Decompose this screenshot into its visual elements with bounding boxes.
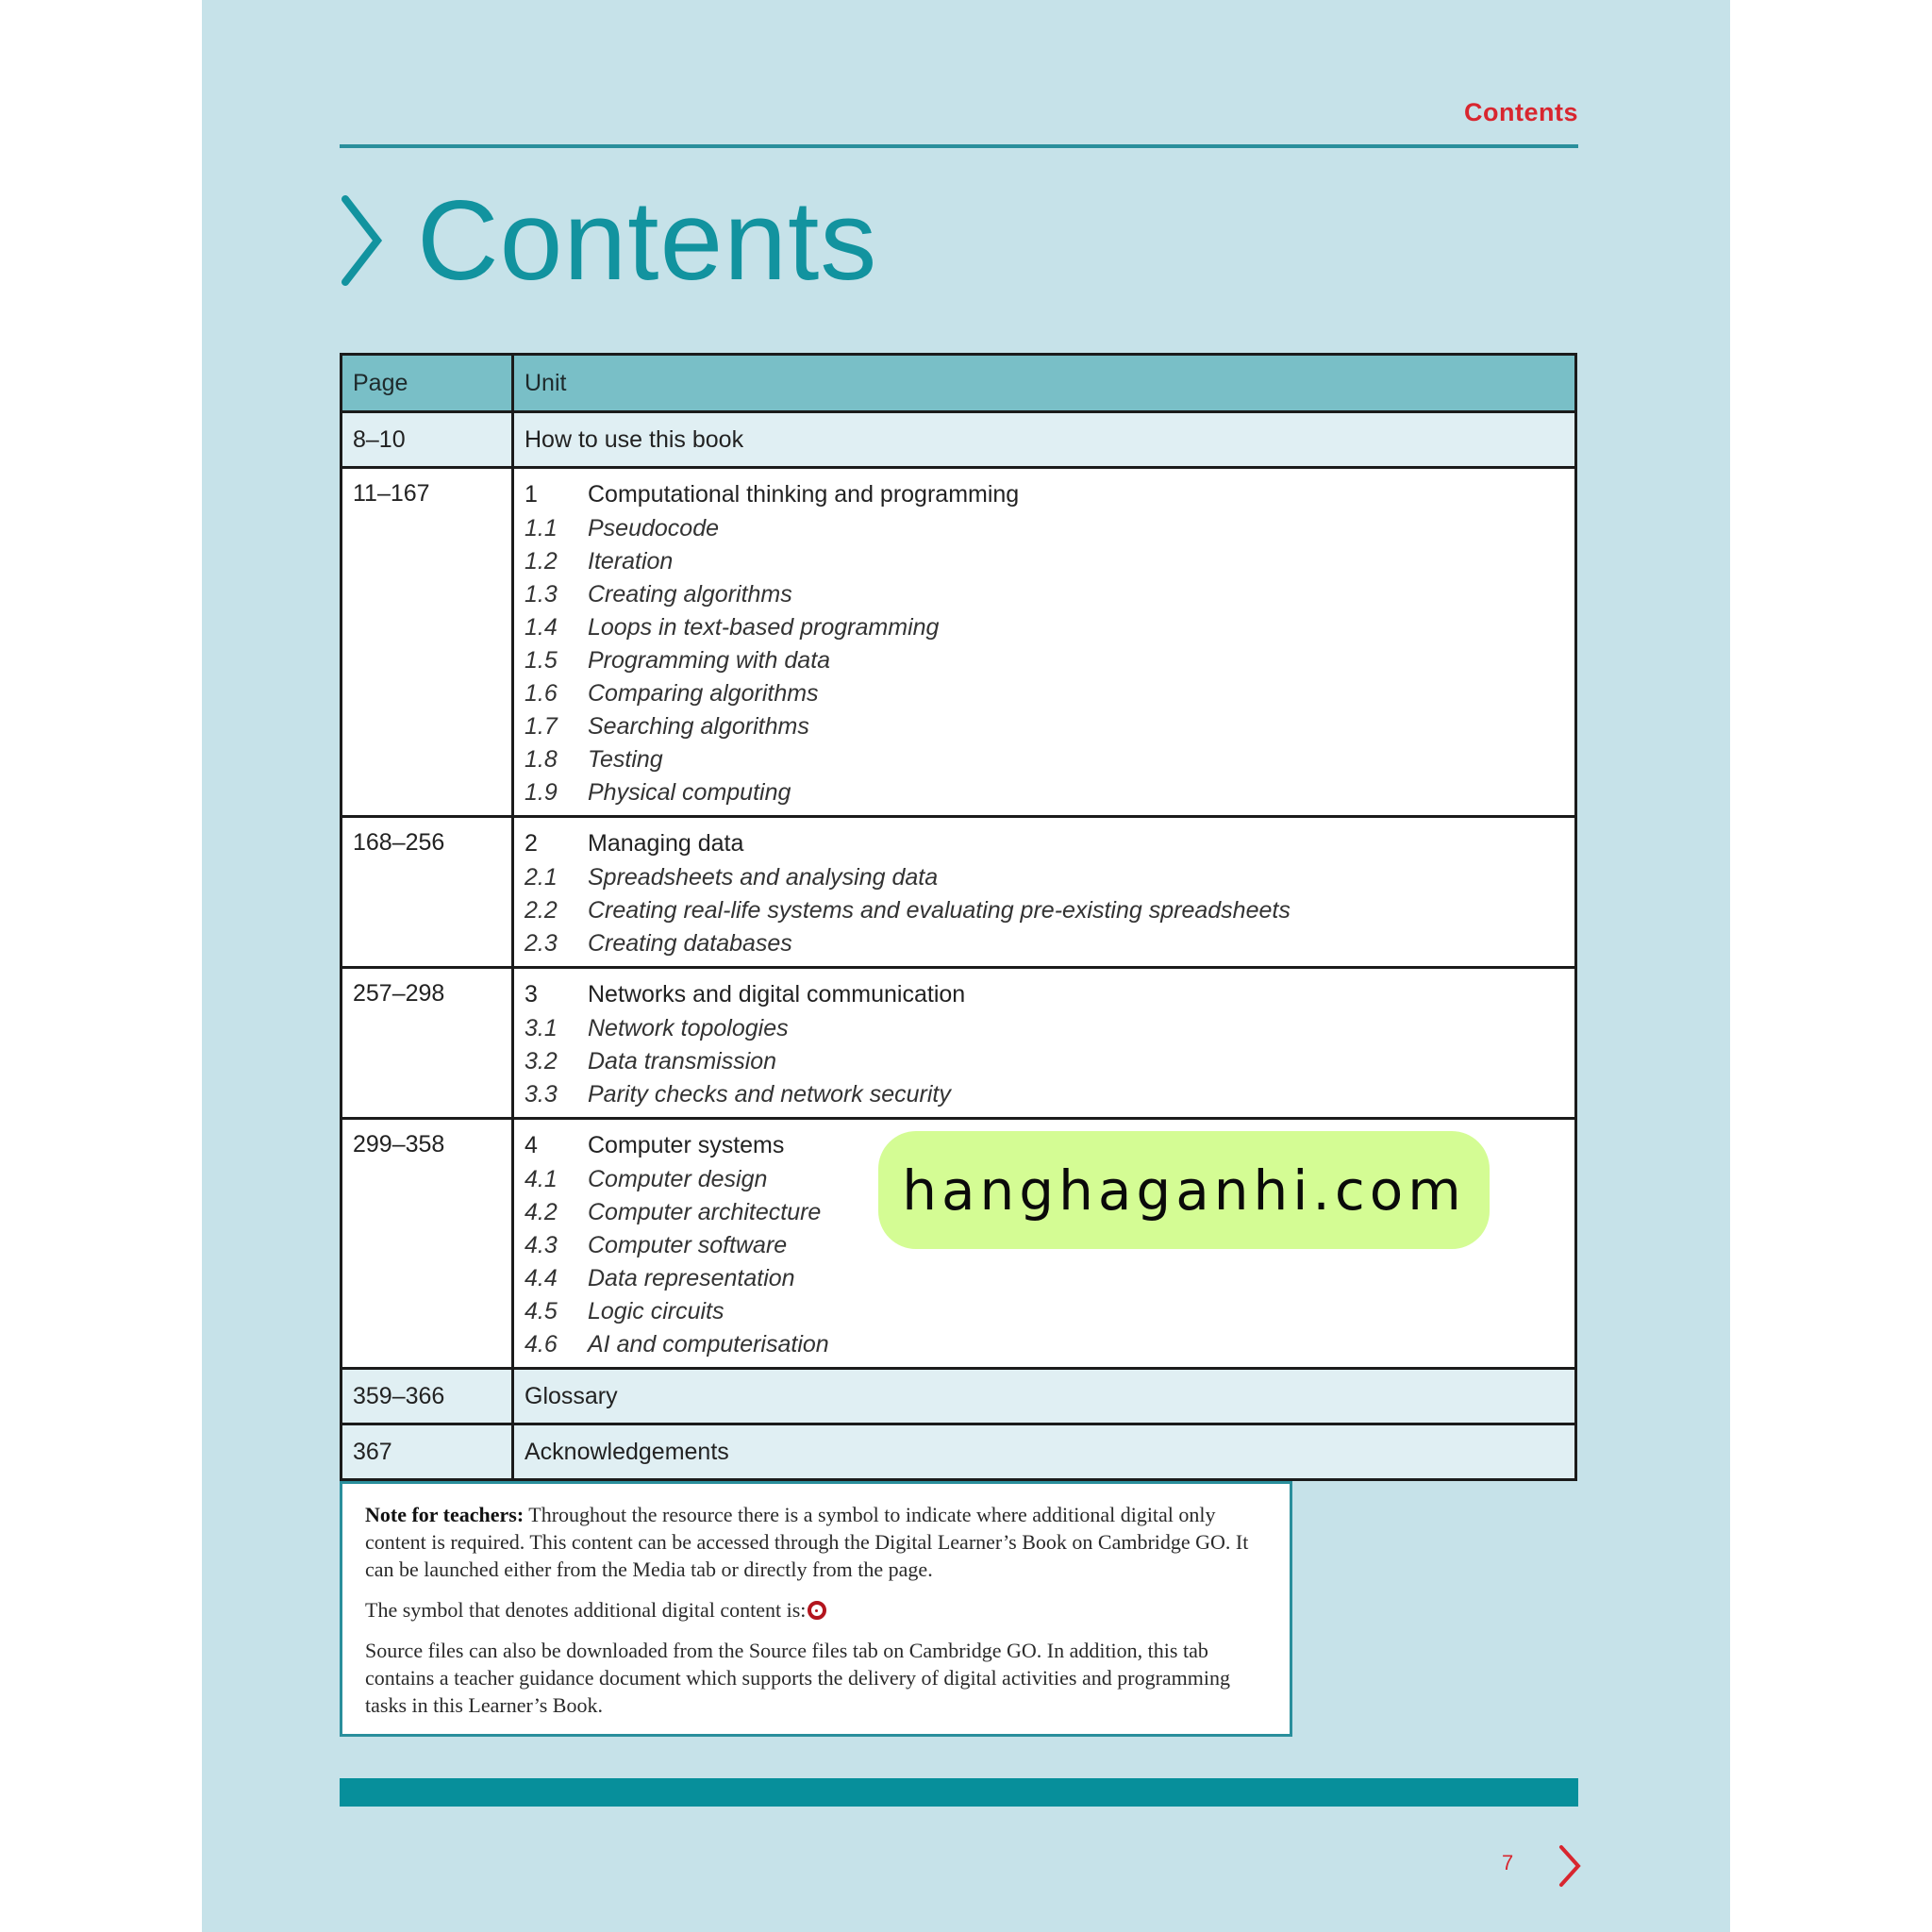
section-number: 1.4	[525, 614, 558, 641]
section-number: 1.6	[525, 680, 558, 707]
section-number: 1.8	[525, 746, 558, 773]
section-item[interactable]	[525, 1045, 1574, 1078]
section-item[interactable]	[525, 1012, 1574, 1045]
watermark-badge: hanghaganhi.com	[878, 1131, 1490, 1249]
page-range: 8–10	[342, 413, 514, 466]
unit-entries	[514, 818, 1574, 966]
section-number: 1.9	[525, 779, 558, 806]
section-title: Searching algorithms	[588, 713, 809, 740]
page-title: Contents	[417, 177, 878, 304]
section-item[interactable]	[525, 743, 1574, 776]
page-range: 299–358	[342, 1120, 514, 1367]
section-title: Physical computing	[588, 779, 791, 806]
section-title: Logic circuits	[588, 1298, 724, 1324]
section-number: 1.1	[525, 515, 558, 541]
section-number: 2.1	[525, 864, 558, 891]
unit-number: 1	[525, 480, 538, 508]
unit-title: Computational thinking and programming	[588, 480, 1020, 508]
footer-bar	[340, 1778, 1578, 1807]
section-item[interactable]	[525, 611, 1574, 644]
section-item[interactable]	[525, 1328, 1574, 1361]
unit-title: Networks and digital communication	[588, 980, 966, 1008]
note-label: Note for teachers:	[365, 1503, 525, 1526]
section-title: Parity checks and network security	[588, 1081, 951, 1108]
table-header-row	[342, 356, 1574, 413]
section-title: Testing	[588, 746, 663, 773]
section-item[interactable]	[525, 1262, 1574, 1295]
section-item[interactable]	[525, 710, 1574, 743]
unit-entries	[514, 469, 1574, 815]
contents-table	[340, 353, 1577, 1481]
table-row[interactable]	[342, 413, 1574, 469]
digital-content-icon	[808, 1601, 826, 1620]
section-number: 3.3	[525, 1081, 558, 1108]
note-paragraph	[365, 1596, 1267, 1624]
section-item[interactable]	[525, 644, 1574, 677]
column-header-page: Page	[342, 356, 514, 410]
section-number: 1.5	[525, 647, 558, 674]
section-number: 4.1	[525, 1166, 558, 1192]
page-range: 367	[342, 1425, 514, 1478]
section-title: Spreadsheets and analysing data	[588, 864, 939, 891]
section-title: Creating real-life systems and evaluating pre-existing spreadsheets	[588, 897, 1291, 924]
unit-title: Computer systems	[588, 1131, 785, 1158]
section-number: 2.2	[525, 897, 558, 924]
section-item[interactable]	[525, 776, 1574, 809]
section-number: 2.3	[525, 930, 558, 957]
table-row[interactable]	[342, 1370, 1574, 1425]
page-range: 257–298	[342, 969, 514, 1117]
section-number: 4.2	[525, 1199, 558, 1225]
section-title: Creating algorithms	[588, 581, 792, 608]
section-title: Comparing algorithms	[588, 680, 819, 707]
unit-heading[interactable]	[525, 976, 1574, 1012]
section-item[interactable]	[525, 578, 1574, 611]
note-text: The symbol that denotes additional digital content is:	[365, 1598, 807, 1622]
unit-number: 4	[525, 1131, 538, 1158]
section-title: Loops in text-based programming	[588, 614, 940, 641]
section-number: 4.4	[525, 1265, 558, 1291]
book-page	[202, 0, 1730, 1932]
section-title: Network topologies	[588, 1015, 789, 1041]
section-number: 3.2	[525, 1048, 558, 1074]
section-title: Data representation	[588, 1265, 795, 1291]
next-page-chevron-icon[interactable]	[1557, 1843, 1583, 1889]
section-item[interactable]	[525, 1295, 1574, 1328]
table-row-unit-1[interactable]	[342, 469, 1574, 818]
table-row-unit-3[interactable]	[342, 969, 1574, 1120]
unit-entries	[514, 969, 1574, 1117]
section-number: 4.5	[525, 1298, 558, 1324]
section-item[interactable]	[525, 677, 1574, 710]
section-number: 4.3	[525, 1232, 558, 1258]
page-range: 168–256	[342, 818, 514, 966]
note-text: Throughout the resource there is a symbol to indicate where additional digital only content is required. This content can be accessed through the Digital Learner’s Book on Cambridge GO. It can be launched either from the Media tab or directly from the page.	[365, 1503, 1249, 1581]
column-header-unit: Unit	[525, 370, 567, 396]
section-title: Programming with data	[588, 647, 831, 674]
chevron-right-icon	[340, 193, 383, 288]
section-number: 4.6	[525, 1331, 558, 1357]
section-item[interactable]	[525, 861, 1574, 894]
section-number: 1.2	[525, 548, 558, 575]
note-paragraph	[365, 1501, 1267, 1583]
running-head: Contents	[1464, 98, 1578, 126]
section-title: Computer architecture	[588, 1199, 822, 1225]
unit-number: 2	[525, 829, 538, 857]
unit-heading[interactable]	[525, 476, 1574, 512]
section-title: Iteration	[588, 548, 674, 575]
section-title: Computer design	[588, 1166, 768, 1192]
entry-title: How to use this book	[525, 426, 744, 453]
section-title: Pseudocode	[588, 515, 720, 541]
section-item[interactable]	[525, 512, 1574, 545]
section-number: 1.3	[525, 581, 558, 608]
section-title: AI and computerisation	[588, 1331, 829, 1357]
table-row[interactable]	[342, 1425, 1574, 1478]
unit-number: 3	[525, 980, 538, 1008]
note-paragraph	[365, 1637, 1267, 1719]
unit-title: Managing data	[588, 829, 744, 857]
header-rule	[340, 144, 1578, 148]
title-block	[340, 179, 877, 302]
section-item[interactable]	[525, 1078, 1574, 1111]
teacher-note-box	[340, 1481, 1292, 1737]
section-title: Computer software	[588, 1232, 788, 1258]
section-item[interactable]	[525, 894, 1574, 927]
section-item[interactable]	[525, 545, 1574, 578]
section-number: 1.7	[525, 713, 558, 740]
section-title: Data transmission	[588, 1048, 777, 1074]
table-row-unit-2[interactable]	[342, 818, 1574, 969]
entry-title: Acknowledgements	[525, 1439, 729, 1465]
page-range: 11–167	[342, 469, 514, 815]
section-title: Creating databases	[588, 930, 792, 957]
entry-title: Glossary	[525, 1383, 618, 1409]
page-number: 7	[1502, 1851, 1514, 1874]
section-number: 3.1	[525, 1015, 558, 1041]
page-range: 359–366	[342, 1370, 514, 1423]
section-item[interactable]	[525, 927, 1574, 960]
note-text: Source files can also be downloaded from the Source files tab on Cambridge GO. In addition, this tab contains a teacher guidance document which supports the delivery of digital activities and programming tasks in this Learner’s Book.	[365, 1639, 1230, 1717]
unit-heading[interactable]	[525, 825, 1574, 861]
